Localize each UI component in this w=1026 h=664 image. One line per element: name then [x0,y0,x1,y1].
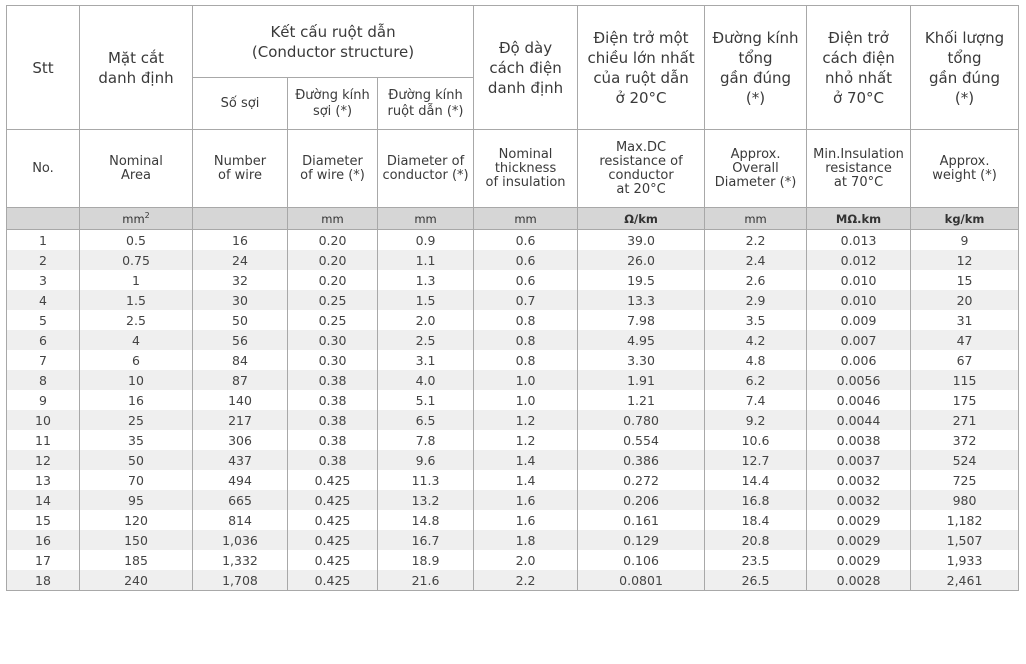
table-row [7,530,1019,550]
cell-dia-conductor: 9.6 [378,450,474,470]
cell-num-wire: 50 [193,310,288,330]
table-row [7,350,1019,370]
cell-dia-wire: 0.38 [288,450,378,470]
cell-no: 4 [7,290,80,310]
cell-insulation-resistance: 0.0044 [807,410,911,430]
header-en-weight: Approx. weight (*) [911,130,1019,208]
cell-insulation-resistance: 0.0046 [807,390,911,410]
cell-overall-diameter: 26.5 [705,570,807,591]
cell-thickness: 2.0 [474,550,578,570]
header-vi-thickness: Độ dày cách điện danh định [474,6,578,130]
cell-dia-conductor: 11.3 [378,470,474,490]
cell-insulation-resistance: 0.0029 [807,510,911,530]
cable-spec-table [6,5,1019,591]
cell-thickness: 1.4 [474,450,578,470]
cell-area: 4 [80,330,193,350]
cell-num-wire: 1,708 [193,570,288,591]
cell-overall-diameter: 2.6 [705,270,807,290]
cell-dia-wire: 0.38 [288,390,378,410]
cell-insulation-resistance: 0.006 [807,350,911,370]
cell-dia-wire: 0.25 [288,310,378,330]
cell-overall-diameter: 3.5 [705,310,807,330]
header-vi-dia-conductor: Đường kính ruột dẫn (*) [378,78,474,130]
table-row [7,570,1019,591]
cell-dia-wire: 0.38 [288,410,378,430]
table-row [7,470,1019,490]
cell-no: 11 [7,430,80,450]
cell-no: 2 [7,250,80,270]
cell-weight: 372 [911,430,1019,450]
cell-resistance: 0.386 [578,450,705,470]
cell-thickness: 1.0 [474,370,578,390]
cell-resistance: 0.206 [578,490,705,510]
cell-insulation-resistance: 0.010 [807,270,911,290]
table-row [7,550,1019,570]
cell-insulation-resistance: 0.007 [807,330,911,350]
cell-dia-wire: 0.25 [288,290,378,310]
table-row [7,410,1019,430]
cell-no: 5 [7,310,80,330]
cell-overall-diameter: 6.2 [705,370,807,390]
cell-resistance: 39.0 [578,230,705,251]
unit-area-superscript: 2 [144,211,150,221]
cell-no: 14 [7,490,80,510]
cell-dia-wire: 0.20 [288,270,378,290]
header-vi-dia-wire: Đường kính sợi (*) [288,78,378,130]
cell-num-wire: 814 [193,510,288,530]
cell-dia-wire: 0.425 [288,470,378,490]
cell-dia-wire: 0.20 [288,250,378,270]
cell-dia-conductor: 1.5 [378,290,474,310]
cell-area: 0.5 [80,230,193,251]
cell-resistance: 0.272 [578,470,705,490]
cell-thickness: 0.6 [474,230,578,251]
cell-thickness: 1.2 [474,410,578,430]
header-vi-resistance: Điện trở một chiều lớn nhất của ruột dẫn ở 20°C [578,6,705,130]
cell-thickness: 0.7 [474,290,578,310]
cell-area: 185 [80,550,193,570]
cell-weight: 47 [911,330,1019,350]
cell-num-wire: 1,036 [193,530,288,550]
cell-thickness: 1.2 [474,430,578,450]
cell-num-wire: 665 [193,490,288,510]
cell-no: 18 [7,570,80,591]
cell-dia-conductor: 18.9 [378,550,474,570]
unit-no [7,208,80,230]
cell-num-wire: 1,332 [193,550,288,570]
cell-dia-wire: 0.425 [288,530,378,550]
cell-area: 120 [80,510,193,530]
cell-num-wire: 437 [193,450,288,470]
cell-weight: 1,182 [911,510,1019,530]
cell-overall-diameter: 2.4 [705,250,807,270]
cell-no: 6 [7,330,80,350]
header-en-area: Nominal Area [80,130,193,208]
cell-overall-diameter: 7.4 [705,390,807,410]
table-row [7,450,1019,470]
cell-thickness: 0.8 [474,330,578,350]
cell-resistance: 7.98 [578,310,705,330]
unit-dia-conductor: mm [378,208,474,230]
cell-resistance: 3.30 [578,350,705,370]
cell-num-wire: 56 [193,330,288,350]
unit-weight: kg/km [911,208,1019,230]
cell-dia-wire: 0.38 [288,370,378,390]
unit-area-text: mm [122,211,145,226]
cable-spec-table-container [6,5,1018,591]
cell-weight: 175 [911,390,1019,410]
cell-dia-conductor: 6.5 [378,410,474,430]
cell-no: 13 [7,470,80,490]
cell-dia-wire: 0.30 [288,330,378,350]
cell-weight: 725 [911,470,1019,490]
cell-num-wire: 84 [193,350,288,370]
cell-weight: 31 [911,310,1019,330]
cell-area: 35 [80,430,193,450]
cell-dia-conductor: 3.1 [378,350,474,370]
cell-dia-conductor: 13.2 [378,490,474,510]
table-row [7,270,1019,290]
cell-resistance: 13.3 [578,290,705,310]
cell-num-wire: 494 [193,470,288,490]
cell-num-wire: 87 [193,370,288,390]
cell-resistance: 1.21 [578,390,705,410]
cell-no: 9 [7,390,80,410]
cell-overall-diameter: 9.2 [705,410,807,430]
header-en-no: No. [7,130,80,208]
cell-insulation-resistance: 0.0038 [807,430,911,450]
cell-area: 2.5 [80,310,193,330]
cell-no: 17 [7,550,80,570]
unit-num-wire [193,208,288,230]
cell-dia-conductor: 5.1 [378,390,474,410]
cell-overall-diameter: 18.4 [705,510,807,530]
unit-thickness: mm [474,208,578,230]
cell-dia-conductor: 4.0 [378,370,474,390]
cell-weight: 2,461 [911,570,1019,591]
table-row [7,510,1019,530]
table-row [7,490,1019,510]
cell-overall-diameter: 14.4 [705,470,807,490]
cell-thickness: 1.6 [474,490,578,510]
cell-weight: 1,933 [911,550,1019,570]
cell-overall-diameter: 4.2 [705,330,807,350]
cell-area: 95 [80,490,193,510]
header-en-resistance: Max.DC resistance of conductor at 20°C [578,130,705,208]
unit-area [80,208,193,230]
header-en-num-wire: Number of wire [193,130,288,208]
unit-dia-wire: mm [288,208,378,230]
header-vi-num-wire: Số sợi [193,78,288,130]
cell-dia-conductor: 7.8 [378,430,474,450]
cell-no: 15 [7,510,80,530]
cell-insulation-resistance: 0.0037 [807,450,911,470]
header-en-dia-wire: Diameter of wire (*) [288,130,378,208]
cell-area: 1.5 [80,290,193,310]
cell-weight: 115 [911,370,1019,390]
cell-resistance: 0.129 [578,530,705,550]
cell-weight: 9 [911,230,1019,251]
cell-dia-conductor: 1.1 [378,250,474,270]
table-row [7,310,1019,330]
cell-dia-conductor: 21.6 [378,570,474,591]
cell-no: 3 [7,270,80,290]
cell-overall-diameter: 4.8 [705,350,807,370]
cell-dia-conductor: 14.8 [378,510,474,530]
unit-overall-diameter: mm [705,208,807,230]
cell-num-wire: 140 [193,390,288,410]
header-en-overall-diameter: Approx. Overall Diameter (*) [705,130,807,208]
cell-dia-wire: 0.425 [288,570,378,591]
cell-area: 25 [80,410,193,430]
cell-area: 16 [80,390,193,410]
cell-overall-diameter: 16.8 [705,490,807,510]
cell-insulation-resistance: 0.010 [807,290,911,310]
table-row [7,230,1019,251]
cell-insulation-resistance: 0.0032 [807,470,911,490]
header-vi-overall-diameter: Đường kính tổng gần đúng (*) [705,6,807,130]
cell-no: 10 [7,410,80,430]
cell-area: 70 [80,470,193,490]
cell-insulation-resistance: 0.0032 [807,490,911,510]
cell-weight: 67 [911,350,1019,370]
cell-dia-wire: 0.38 [288,430,378,450]
cell-thickness: 1.6 [474,510,578,530]
cell-weight: 271 [911,410,1019,430]
cell-thickness: 1.8 [474,530,578,550]
cell-dia-conductor: 2.5 [378,330,474,350]
cell-resistance: 1.91 [578,370,705,390]
table-row [7,250,1019,270]
cell-dia-conductor: 1.3 [378,270,474,290]
header-vi-area: Mặt cắt danh định [80,6,193,130]
cell-overall-diameter: 12.7 [705,450,807,470]
table-row [7,430,1019,450]
table-row [7,390,1019,410]
cell-dia-wire: 0.20 [288,230,378,251]
cell-dia-wire: 0.30 [288,350,378,370]
cell-overall-diameter: 23.5 [705,550,807,570]
cell-thickness: 0.8 [474,350,578,370]
cell-num-wire: 217 [193,410,288,430]
cell-thickness: 2.2 [474,570,578,591]
cell-insulation-resistance: 0.0056 [807,370,911,390]
cell-resistance: 26.0 [578,250,705,270]
cell-resistance: 0.554 [578,430,705,450]
cell-insulation-resistance: 0.0029 [807,530,911,550]
units-row [7,208,1019,230]
table-row [7,290,1019,310]
cell-dia-conductor: 0.9 [378,230,474,251]
cell-thickness: 1.0 [474,390,578,410]
cell-resistance: 0.161 [578,510,705,530]
cell-insulation-resistance: 0.0028 [807,570,911,591]
cell-insulation-resistance: 0.009 [807,310,911,330]
table-body [7,230,1019,591]
cell-weight: 12 [911,250,1019,270]
table-row [7,370,1019,390]
cell-dia-wire: 0.425 [288,510,378,530]
cell-overall-diameter: 10.6 [705,430,807,450]
cell-num-wire: 306 [193,430,288,450]
cell-insulation-resistance: 0.013 [807,230,911,251]
cell-insulation-resistance: 0.0029 [807,550,911,570]
cell-weight: 980 [911,490,1019,510]
cell-resistance: 0.106 [578,550,705,570]
cell-dia-wire: 0.425 [288,490,378,510]
header-vi-weight: Khối lượng tổng gần đúng (*) [911,6,1019,130]
header-vi-structure: Kết cấu ruột dẫn (Conductor structure) [193,6,474,78]
cell-resistance: 19.5 [578,270,705,290]
header-en-insulation-resistance: Min.Insulation resistance at 70°C [807,130,911,208]
cell-overall-diameter: 20.8 [705,530,807,550]
cell-overall-diameter: 2.9 [705,290,807,310]
cell-area: 0.75 [80,250,193,270]
cell-num-wire: 32 [193,270,288,290]
cell-no: 8 [7,370,80,390]
header-en-thickness: Nominal thickness of insulation [474,130,578,208]
cell-area: 6 [80,350,193,370]
cell-num-wire: 30 [193,290,288,310]
cell-no: 1 [7,230,80,251]
cell-dia-conductor: 16.7 [378,530,474,550]
cell-weight: 1,507 [911,530,1019,550]
cell-area: 150 [80,530,193,550]
cell-resistance: 0.780 [578,410,705,430]
cell-num-wire: 24 [193,250,288,270]
cell-weight: 15 [911,270,1019,290]
table-row [7,330,1019,350]
cell-insulation-resistance: 0.012 [807,250,911,270]
cell-no: 16 [7,530,80,550]
cell-resistance: 4.95 [578,330,705,350]
cell-thickness: 0.6 [474,250,578,270]
cell-area: 50 [80,450,193,470]
cell-dia-conductor: 2.0 [378,310,474,330]
cell-resistance: 0.0801 [578,570,705,591]
cell-no: 7 [7,350,80,370]
cell-dia-wire: 0.425 [288,550,378,570]
cell-no: 12 [7,450,80,470]
unit-insulation-resistance: MΩ.km [807,208,911,230]
header-vi-stt: Stt [7,6,80,130]
cell-thickness: 1.4 [474,470,578,490]
cell-area: 1 [80,270,193,290]
cell-area: 240 [80,570,193,591]
header-vi-insulation-resistance: Điện trở cách điện nhỏ nhất ở 70°C [807,6,911,130]
cell-overall-diameter: 2.2 [705,230,807,251]
cell-weight: 524 [911,450,1019,470]
cell-weight: 20 [911,290,1019,310]
unit-resistance: Ω/km [578,208,705,230]
cell-num-wire: 16 [193,230,288,251]
cell-thickness: 0.6 [474,270,578,290]
header-en-dia-conductor: Diameter of conductor (*) [378,130,474,208]
cell-area: 10 [80,370,193,390]
cell-thickness: 0.8 [474,310,578,330]
